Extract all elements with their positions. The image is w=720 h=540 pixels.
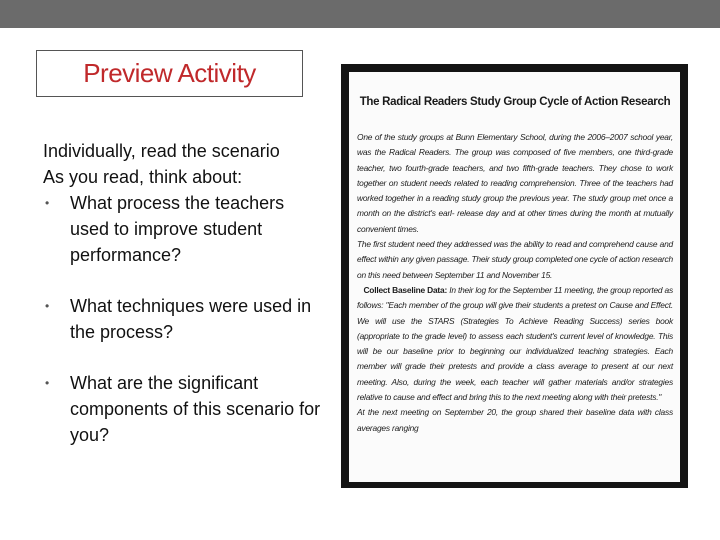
intro-line-1: Individually, read the scenario bbox=[43, 141, 280, 161]
bullet-text: What process the teachers used to improve student performance? bbox=[70, 193, 285, 265]
bullet-text: What are the significant components of this scenario for you? bbox=[70, 373, 321, 445]
document-paragraph-4: At the next meeting on September 20, the group shared their baseline data with class averages ranging bbox=[357, 407, 673, 433]
bullet-icon: • bbox=[45, 376, 50, 390]
title-box bbox=[36, 50, 303, 97]
scenario-document bbox=[349, 72, 680, 482]
bullet-item bbox=[43, 293, 323, 345]
document-paragraph-3 bbox=[357, 283, 673, 405]
document-section-lead: Collect Baseline Data: bbox=[363, 284, 448, 295]
bullet-item bbox=[43, 370, 323, 448]
top-bar bbox=[0, 0, 720, 28]
bullet-list bbox=[43, 190, 323, 448]
bullet-icon: • bbox=[45, 196, 50, 210]
bullet-item bbox=[43, 190, 323, 268]
bullet-text: What techniques were used in the process? bbox=[70, 296, 312, 342]
slide-title: Preview Activity bbox=[83, 58, 256, 88]
document-paragraph-2: The first student need they addressed was the ability to read and comprehend cause and effect within any given passage. Their study group completed one cycle of action research on this need between September 11 and November 15. bbox=[357, 239, 673, 280]
document-title: The Radical Readers Study Group Cycle of Action Research bbox=[359, 96, 671, 108]
scenario-image-frame bbox=[341, 64, 688, 488]
slide-body bbox=[43, 138, 323, 448]
intro-line-2: As you read, think about: bbox=[43, 167, 243, 187]
bullet-icon: • bbox=[45, 299, 50, 313]
document-paragraph-1: One of the study groups at Bunn Elementary School, during the 2006–2007 school year, was the Radical Readers. The group was composed of five members, one third-grade teacher, two fourth-grade teachers, and two fifth-grade teachers. They chose to work together on student needs related to reading comprehension. Three of the teachers had worked together in a reading study group the previous year. The study group met once a month on the district's earl- release day and at other times during the month at mutually convenient times. bbox=[357, 132, 673, 234]
document-section-text: In their log for the September 11 meeting, the group reported as follows: "Each member of the group will give their students a pretest on Cause and Effect. We will use the STARS (Strategies To Achieve Reading Success) series book (appropriate to the grade level) to assess each student's current level of knowledge. This will be our baseline prior to beginning our individualized teaching strategies. Each member will grade their pretests and provide a class average to present at our next meeting. Also, during the week, each teacher will gather materials and/or strategies relative to cause and effect and bring this to the next meeting along with their pretests." bbox=[357, 284, 673, 403]
